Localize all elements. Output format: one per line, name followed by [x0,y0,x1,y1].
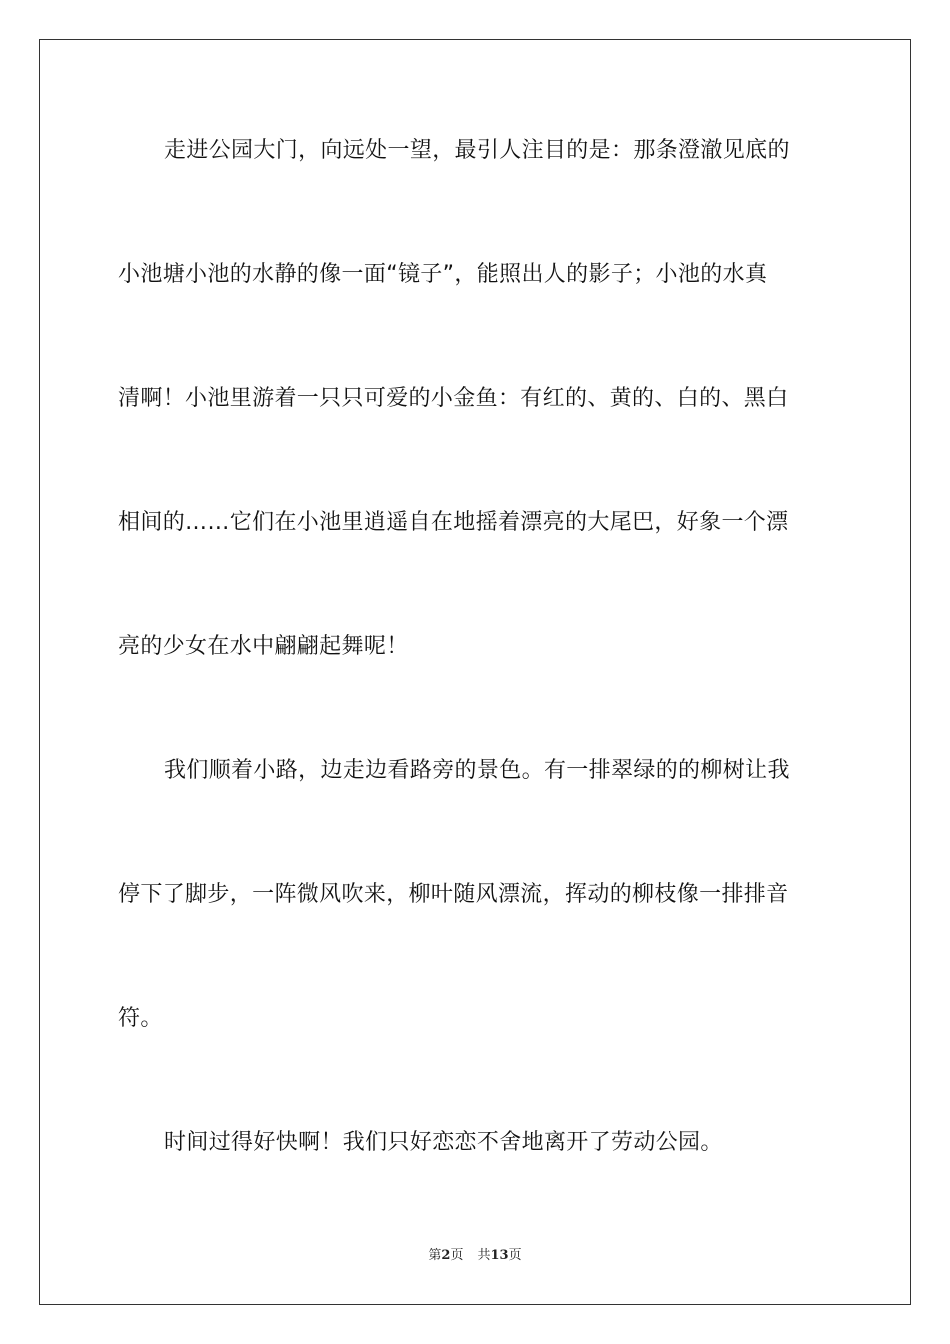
page-prefix: 第 [428,1248,442,1263]
total-suffix: 页 [508,1248,522,1263]
paragraph-2-line-3: 符。 [118,1006,163,1031]
paragraph-1-line-2: 小池塘小池的水静的像一面“镜子”，能照出人的影子；小池的水真 [118,262,768,287]
paragraph-1-line-4: 相间的……它们在小池里逍遥自在地摇着漂亮的大尾巴，好象一个漂 [118,510,789,535]
paragraph-1-line-3: 清啊！小池里游着一只只可爱的小金鱼：有红的、黄的、白的、黑白 [118,386,789,411]
paragraph-2-line-2: 停下了脚步，一阵微风吹来，柳叶随风漂流，挥动的柳枝像一排排音 [118,882,789,907]
page-footer [0,1247,950,1265]
total-prefix: 共 [477,1248,491,1263]
page-number: 2 [441,1248,451,1263]
paragraph-1-line-5: 亮的少女在水中翩翩起舞呢！ [118,634,409,659]
page-suffix: 页 [450,1248,464,1263]
total-pages: 13 [490,1248,509,1263]
paragraph-1-line-1: 走进公园大门，向远处一望，最引人注目的是：那条澄澈见底的 [164,138,790,163]
paragraph-3-line-1: 时间过得好快啊！我们只好恋恋不舍地离开了劳动公园。 [164,1130,723,1155]
paragraph-2-line-1: 我们顺着小路，边走边看路旁的景色。有一排翠绿的的柳树让我 [164,758,790,783]
page-border [39,39,911,1305]
